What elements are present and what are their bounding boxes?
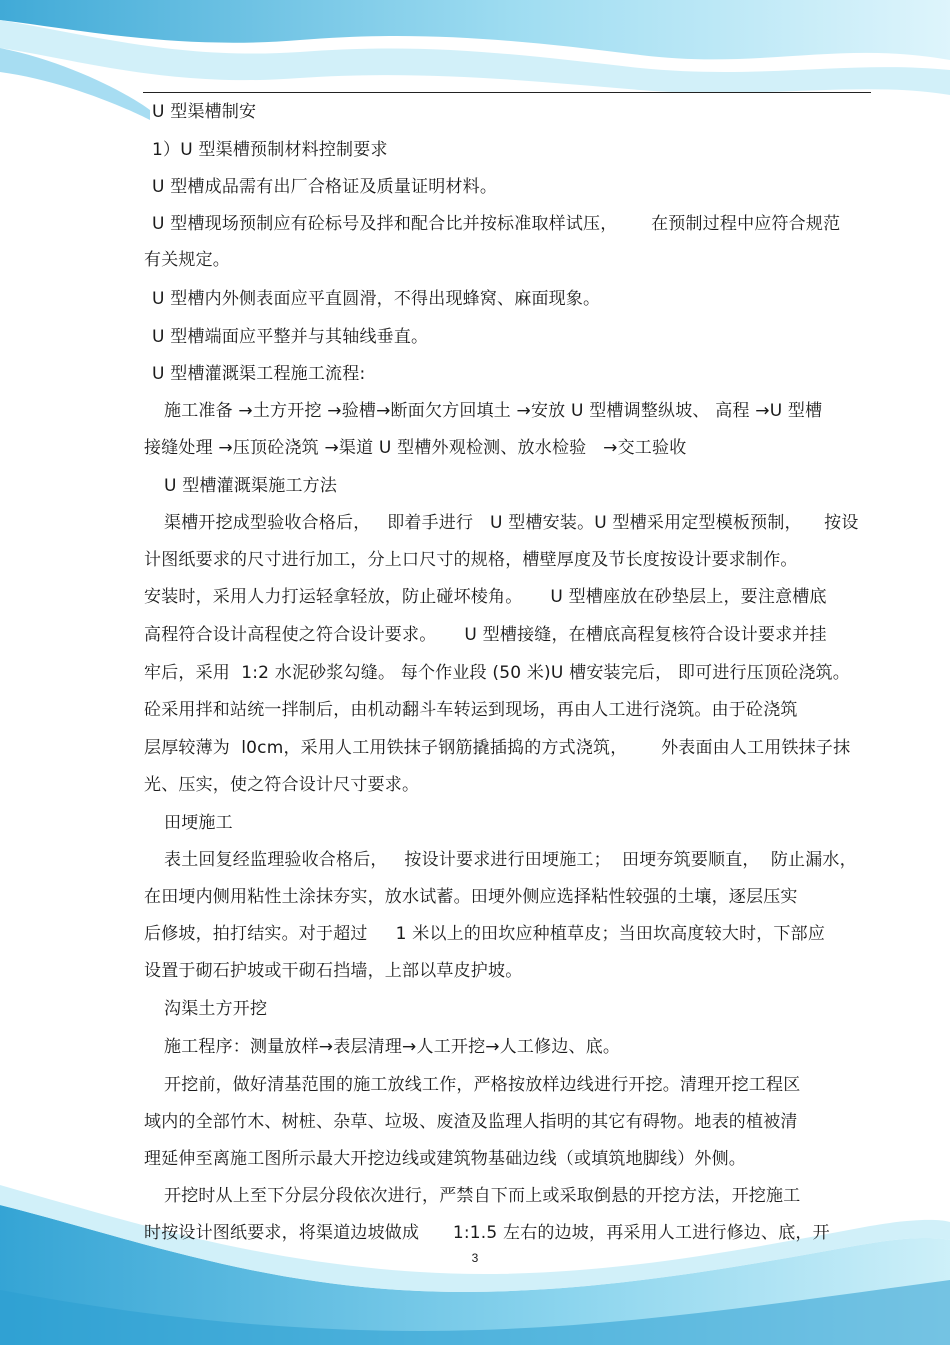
section-heading: 田埂施工 bbox=[164, 813, 233, 833]
paragraph-line: 设置于砌石护坡或干砌石挡墙，上部以草皮护坡。 bbox=[144, 961, 523, 981]
paragraph-line: 接缝处理 →压顶砼浇筑 →渠道 U 型槽外观检测、放水检验 →交工验收 bbox=[144, 438, 687, 458]
paragraph-line: 后修坡，拍打结实。对于超过 1 米以上的田坎应种植草皮；当田坎高度较大时，下部应 bbox=[144, 924, 826, 944]
page-number: 3 bbox=[471, 1251, 479, 1265]
paragraph-line: U 型槽现场预制应有砼标号及拌和配合比并按标准取样试压， 在预制过程中应符合规范 bbox=[152, 214, 841, 234]
section-heading: U 型槽灌溉渠施工方法 bbox=[164, 476, 338, 496]
paragraph-line: 高程符合设计高程使之符合设计要求。 U 型槽接缝，在槽底高程复核符合设计要求并挂 bbox=[144, 625, 827, 645]
paragraph-line: U 型槽端面应平整并与其轴线垂直。 bbox=[152, 327, 429, 347]
paragraph-line: 安装时，采用人力打运轻拿轻放，防止碰坏棱角。 U 型槽座放在砂垫层上，要注意槽底 bbox=[144, 587, 827, 607]
paragraph-line: 域内的全部竹木、树桩、杂草、垃圾、废渣及监理人指明的其它有碍物。地表的植被清 bbox=[144, 1112, 798, 1132]
paragraph-line: 开挖前，做好清基范围的施工放线工作，严格按放样边线进行开挖。清理开挖工程区 bbox=[164, 1075, 801, 1095]
paragraph-line: U 型槽灌溉渠工程施工流程: bbox=[152, 364, 366, 384]
paragraph-line: 砼采用拌和站统一拌制后，由机动翻斗车转运到现场，再由人工进行浇筑。由于砼浇筑 bbox=[144, 700, 798, 720]
paragraph-line: U 型槽成品需有出厂合格证及质量证明材料。 bbox=[152, 177, 498, 197]
paragraph-line: U 型渠槽制安 bbox=[152, 102, 257, 122]
paragraph-line: 有关规定。 bbox=[144, 250, 230, 270]
paragraph-line: 层厚较薄为 l0cm，采用人工用铁抹子钢筋撬插捣的方式浇筑， 外表面由人工用铁抹子抹 bbox=[144, 738, 851, 758]
paragraph-line: 1）U 型渠槽预制材料控制要求 bbox=[152, 140, 388, 160]
paragraph-line: 牢后，采用 1:2 水泥砂浆勾缝。 每个作业段 (50 米)U 槽安装完后， 即可进行压顶砼浇筑。 bbox=[144, 663, 850, 683]
paragraph-line: 渠槽开挖成型验收合格后， 即着手进行 U 型槽安装。U 型槽采用定型模板预制， 按设 bbox=[164, 513, 859, 533]
paragraph-line: 计图纸要求的尺寸进行加工，分上口尺寸的规格，槽壁厚度及节长度按设计要求制作。 bbox=[144, 550, 798, 570]
paragraph-line: 开挖时从上至下分层分段依次进行，严禁自下而上或采取倒悬的开挖方法，开挖施工 bbox=[164, 1186, 801, 1206]
paragraph-line: 施工准备 →土方开挖 →验槽→断面欠方回填土 →安放 U 型槽调整纵坡、 高程 →U 型槽 bbox=[164, 401, 823, 421]
section-heading: 沟渠土方开挖 bbox=[164, 999, 268, 1019]
paragraph-line: 施工程序：测量放样→表层清理→人工开挖→人工修边、底。 bbox=[164, 1037, 621, 1057]
header-rule bbox=[143, 92, 871, 93]
paragraph-line: 表土回复经监理验收合格后， 按设计要求进行田埂施工； 田埂夯筑要顺直， 防止漏水， bbox=[164, 850, 857, 870]
paragraph-line: U 型槽内外侧表面应平直圆滑，不得出现蜂窝、麻面现象。 bbox=[152, 289, 601, 309]
paragraph-line: 光、压实，使之符合设计尺寸要求。 bbox=[144, 775, 420, 795]
paragraph-line: 时按设计图纸要求，将渠道边坡做成 1:1.5 左右的边坡，再采用人工进行修边、底，开 bbox=[144, 1223, 830, 1243]
paragraph-line: 在田埂内侧用粘性土涂抹夯实，放水试蓄。田埂外侧应选择粘性较强的土壤，逐层压实 bbox=[144, 887, 798, 907]
paragraph-line: 理延伸至离施工图所示最大开挖边线或建筑物基础边线（或填筑地脚线）外侧。 bbox=[144, 1149, 746, 1169]
